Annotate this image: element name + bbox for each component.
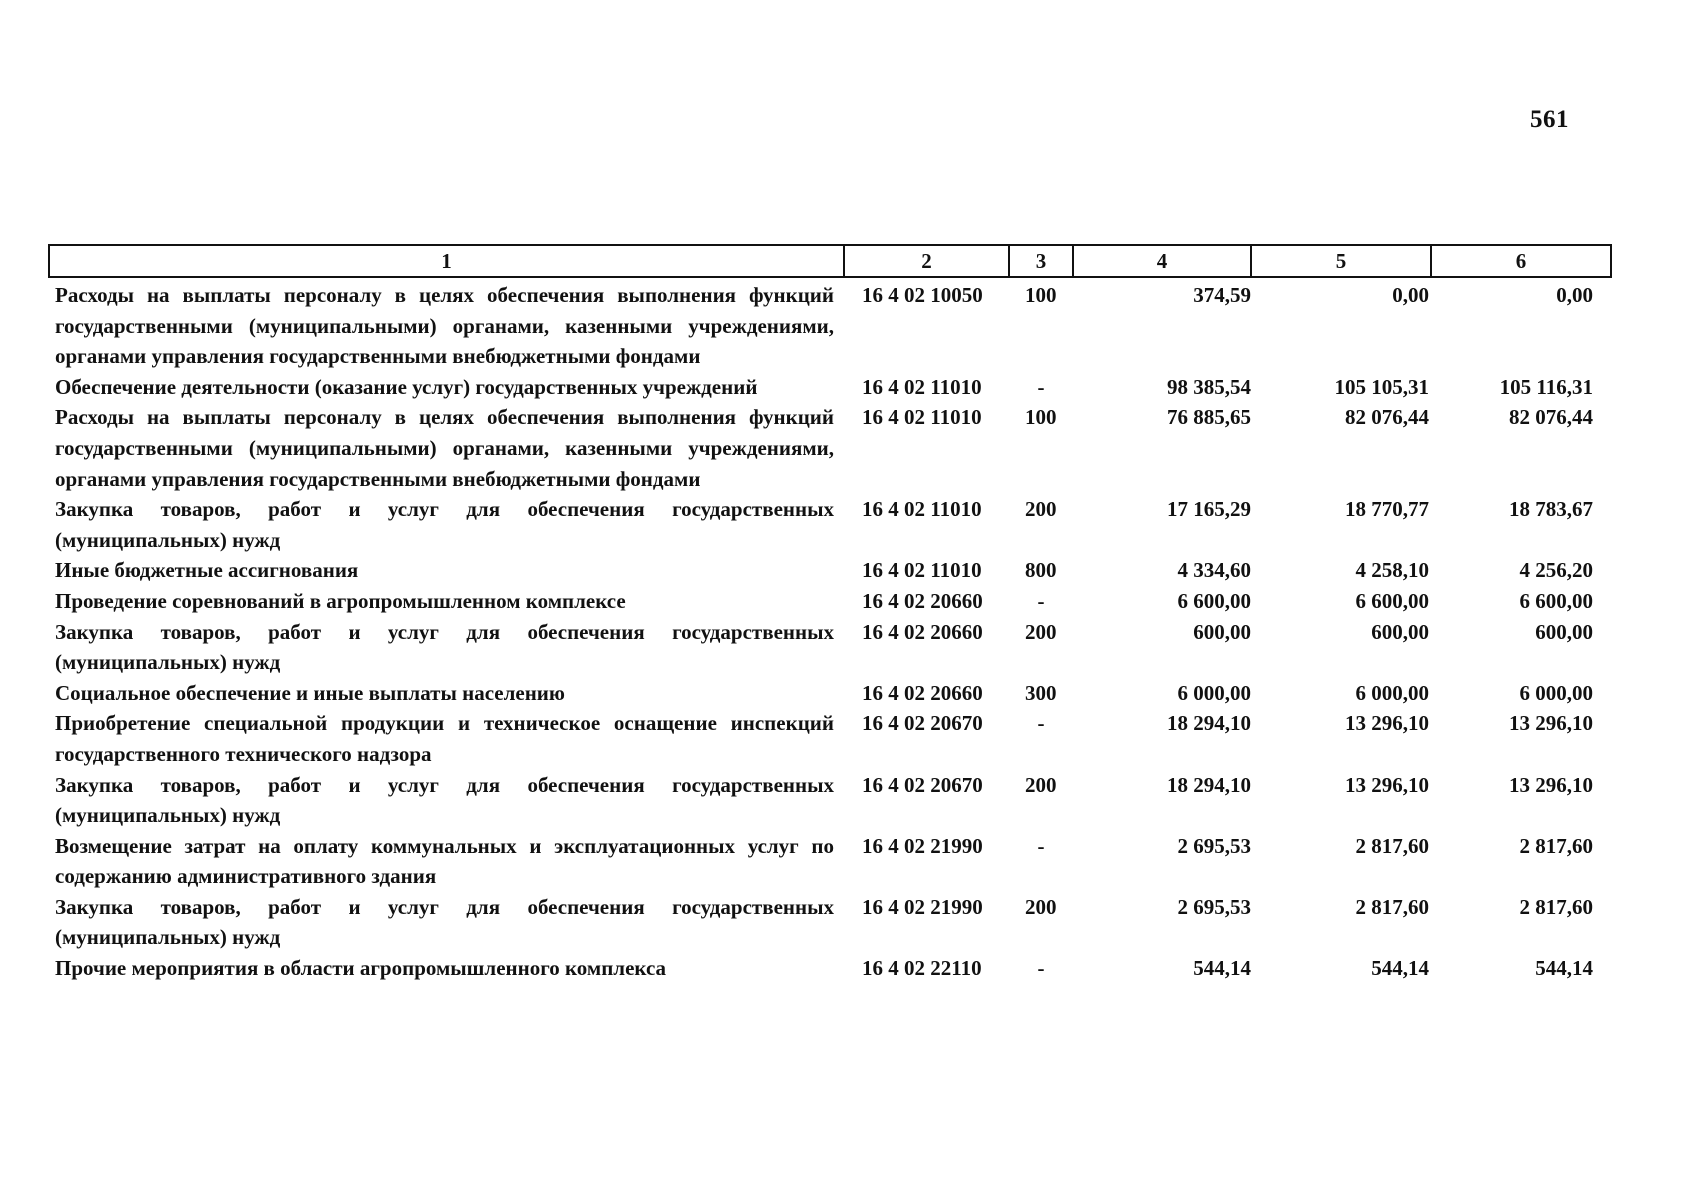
table-row	[49, 708, 1611, 769]
row-value-6-cell: 6 600,00	[1519, 588, 1593, 613]
row-value-4-cell: 600,00	[1193, 619, 1251, 644]
table-row	[49, 555, 1611, 586]
table-row	[49, 586, 1611, 617]
row-name-cell: Расходы на выплаты персоналу в целях обеспечения выполнения функций государственными (муниципальными) органами, казенными учреждениями, органами управления государственными внебюджетными фондами	[55, 405, 834, 491]
row-value-5-cell: 6 000,00	[1355, 680, 1429, 705]
row-code-cell: 16 4 02 11010	[862, 374, 982, 399]
row-value-6-cell: 2 817,60	[1519, 894, 1593, 919]
row-code-cell: 16 4 02 11010	[862, 497, 982, 522]
table-row	[49, 953, 1611, 984]
row-name-cell: Иные бюджетные ассигнования	[55, 558, 359, 583]
table-row	[49, 277, 1611, 372]
row-value-6-cell: 13 296,10	[1509, 772, 1593, 797]
row-value-6-cell: 0,00	[1556, 283, 1593, 307]
row-value-4-cell: 18 294,10	[1167, 772, 1251, 797]
row-type-cell: 200	[1025, 772, 1057, 797]
budget-table	[48, 244, 1612, 984]
row-value-6-cell: 544,14	[1535, 956, 1593, 981]
row-type-cell: 200	[1025, 497, 1057, 522]
row-value-5-cell: 0,00	[1392, 283, 1429, 307]
column-header-6: 6	[1431, 245, 1611, 277]
row-value-5-cell: 544,14	[1371, 956, 1429, 981]
row-value-5-cell: 82 076,44	[1345, 405, 1429, 430]
row-type-cell: -	[1037, 374, 1045, 399]
row-value-4-cell: 6 600,00	[1177, 588, 1251, 613]
row-value-5-cell: 18 770,77	[1345, 497, 1429, 522]
row-name-cell: Закупка товаров, работ и услуг для обеспечения государственных (муниципальных) нужд	[55, 619, 834, 675]
column-header-5: 5	[1251, 245, 1431, 277]
row-name-cell: Возмещение затрат на оплату коммунальных и эксплуатационных услуг по содержанию административного здания	[55, 833, 834, 889]
row-type-cell: 800	[1025, 558, 1057, 583]
row-value-4-cell: 544,14	[1193, 956, 1251, 981]
row-value-6-cell: 6 000,00	[1519, 680, 1593, 705]
row-value-4-cell: 76 885,65	[1167, 405, 1251, 430]
row-value-6-cell: 4 256,20	[1519, 558, 1593, 583]
row-value-5-cell: 6 600,00	[1355, 588, 1429, 613]
column-header-3: 3	[1009, 245, 1073, 277]
row-name-cell: Обеспечение деятельности (оказание услуг) государственных учреждений	[55, 374, 758, 399]
column-header-1: 1	[49, 245, 844, 277]
row-code-cell: 16 4 02 20670	[862, 772, 983, 797]
row-code-cell: 16 4 02 20660	[862, 619, 983, 644]
table-row	[49, 678, 1611, 709]
row-value-5-cell: 2 817,60	[1355, 833, 1429, 858]
row-type-cell: 300	[1025, 680, 1057, 705]
row-type-cell: 100	[1025, 283, 1057, 307]
row-name-cell: Приобретение специальной продукции и техническое оснащение инспекций государственного технического надзора	[55, 711, 834, 766]
row-value-4-cell: 6 000,00	[1177, 680, 1251, 705]
row-value-5-cell: 105 105,31	[1334, 374, 1429, 399]
row-value-6-cell: 600,00	[1535, 619, 1593, 644]
row-value-5-cell: 13 296,10	[1345, 772, 1429, 797]
row-value-4-cell: 2 695,53	[1177, 894, 1251, 919]
table-row	[49, 494, 1611, 555]
column-header-4: 4	[1073, 245, 1251, 277]
row-value-4-cell: 98 385,54	[1167, 374, 1251, 399]
table-row	[49, 372, 1611, 403]
table-row	[49, 770, 1611, 831]
table-row	[49, 892, 1611, 953]
row-code-cell: 16 4 02 21990	[862, 894, 983, 919]
row-value-5-cell: 4 258,10	[1355, 558, 1429, 583]
row-type-cell: -	[1037, 956, 1045, 981]
row-value-5-cell: 2 817,60	[1355, 894, 1429, 919]
row-type-cell: 200	[1025, 894, 1057, 919]
row-value-4-cell: 374,59	[1193, 283, 1251, 307]
row-value-4-cell: 17 165,29	[1167, 497, 1251, 522]
row-code-cell: 16 4 02 20670	[862, 711, 983, 736]
row-value-4-cell: 4 334,60	[1177, 558, 1251, 583]
table-body	[49, 277, 1611, 984]
column-header-2: 2	[844, 245, 1009, 277]
row-value-6-cell: 2 817,60	[1519, 833, 1593, 858]
row-name-cell: Закупка товаров, работ и услуг для обеспечения государственных (муниципальных) нужд	[55, 772, 834, 828]
row-name-cell: Социальное обеспечение и иные выплаты населению	[55, 680, 565, 705]
row-type-cell: -	[1037, 711, 1045, 736]
row-type-cell: 100	[1025, 405, 1057, 430]
row-code-cell: 16 4 02 20660	[862, 588, 983, 613]
row-name-cell: Прочие мероприятия в области агропромышленного комплекса	[55, 956, 667, 981]
table-row	[49, 831, 1611, 892]
row-code-cell: 16 4 02 11010	[862, 405, 982, 430]
row-value-6-cell: 18 783,67	[1509, 497, 1593, 522]
row-name-cell: Расходы на выплаты персоналу в целях обеспечения выполнения функций государственными (муниципальными) органами, казенными учреждениями, органами управления государственными внебюджетными фондами	[55, 283, 834, 369]
row-name-cell: Проведение соревнований в агропромышленном комплексе	[55, 588, 626, 613]
row-type-cell: 200	[1025, 619, 1057, 644]
row-type-cell: -	[1037, 588, 1045, 613]
table-row	[49, 402, 1611, 494]
row-value-4-cell: 18 294,10	[1167, 711, 1251, 736]
row-type-cell: -	[1037, 833, 1045, 858]
row-name-cell: Закупка товаров, работ и услуг для обеспечения государственных (муниципальных) нужд	[55, 497, 834, 552]
row-code-cell: 16 4 02 20660	[862, 680, 983, 705]
row-value-6-cell: 105 116,31	[1499, 374, 1593, 399]
row-value-6-cell: 82 076,44	[1509, 405, 1593, 430]
row-value-6-cell: 13 296,10	[1509, 711, 1593, 736]
row-code-cell: 16 4 02 10050	[862, 283, 983, 307]
row-code-cell: 16 4 02 22110	[862, 956, 982, 981]
row-value-4-cell: 2 695,53	[1177, 833, 1251, 858]
table-row	[49, 617, 1611, 678]
row-code-cell: 16 4 02 11010	[862, 558, 982, 583]
row-value-5-cell: 600,00	[1371, 619, 1429, 644]
page-number: 561	[1530, 106, 1569, 133]
table-header-row	[49, 245, 1611, 277]
row-value-5-cell: 13 296,10	[1345, 711, 1429, 736]
row-code-cell: 16 4 02 21990	[862, 833, 983, 858]
row-name-cell: Закупка товаров, работ и услуг для обеспечения государственных (муниципальных) нужд	[55, 894, 834, 950]
